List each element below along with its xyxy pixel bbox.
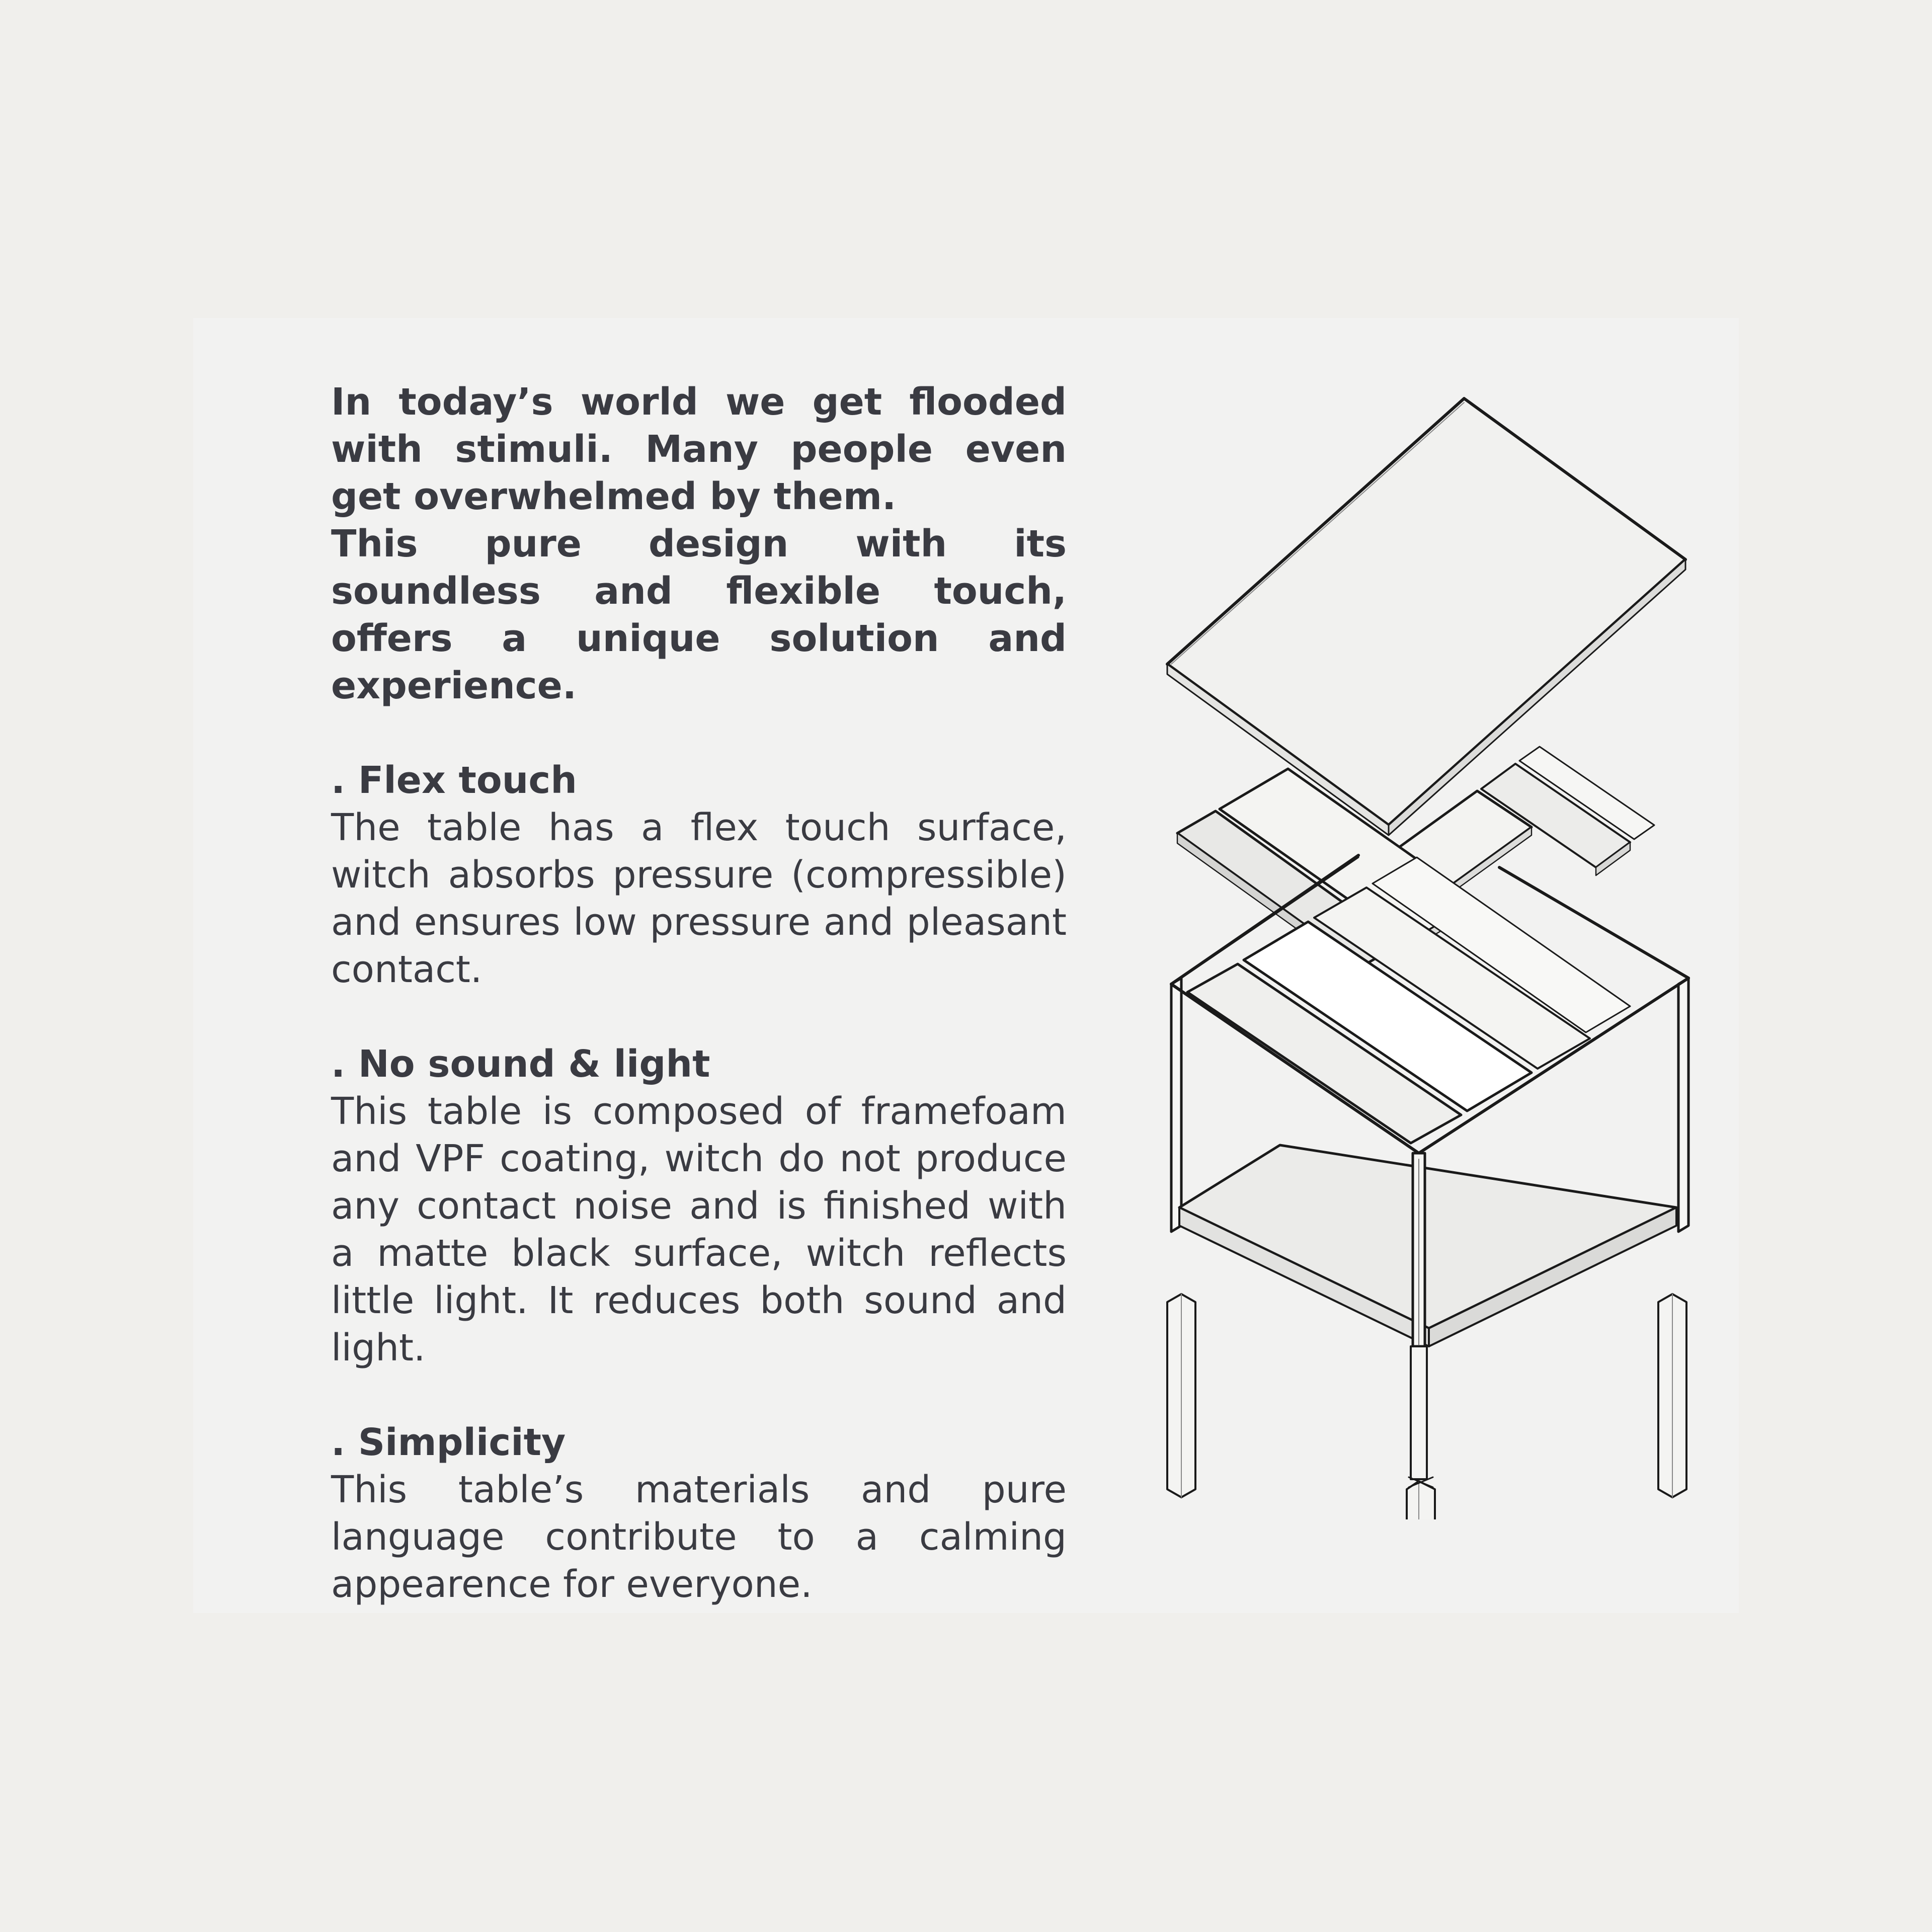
section-no-sound-light [331, 1040, 1067, 1372]
text-column [331, 378, 1067, 1608]
section-heading: . No sound & light [331, 1042, 710, 1086]
exploded-table-illustration [1157, 362, 1701, 1519]
top-slab [1167, 398, 1685, 835]
intro-paragraph [331, 378, 1067, 709]
section-heading: . Flex touch [331, 759, 577, 802]
section-body: The table has a flex touch surface, witch absorbs pressure (compressible) and ensures low pressure and pleasant contact. [331, 806, 1067, 991]
section-simplicity [331, 1419, 1067, 1608]
section-flex-touch [331, 757, 1067, 993]
section-heading: . Simplicity [331, 1421, 566, 1464]
section-body: This table is composed of framefoam and VPF coating, witch do not produce any contact noise and is finished with a matte black surface, witch reflects little light. It reduces both sound and light. [331, 1090, 1067, 1370]
intro-line-1: In today’s world we get flooded with stimuli. Many people even get overwhelmed by them. [331, 380, 1067, 518]
intro-line-2: This pure design with its soundless and flexible touch, offers a unique solution and experience. [331, 522, 1067, 707]
section-body: This table’s materials and pure language contribute to a calming appearence for everyone. [331, 1468, 1067, 1606]
